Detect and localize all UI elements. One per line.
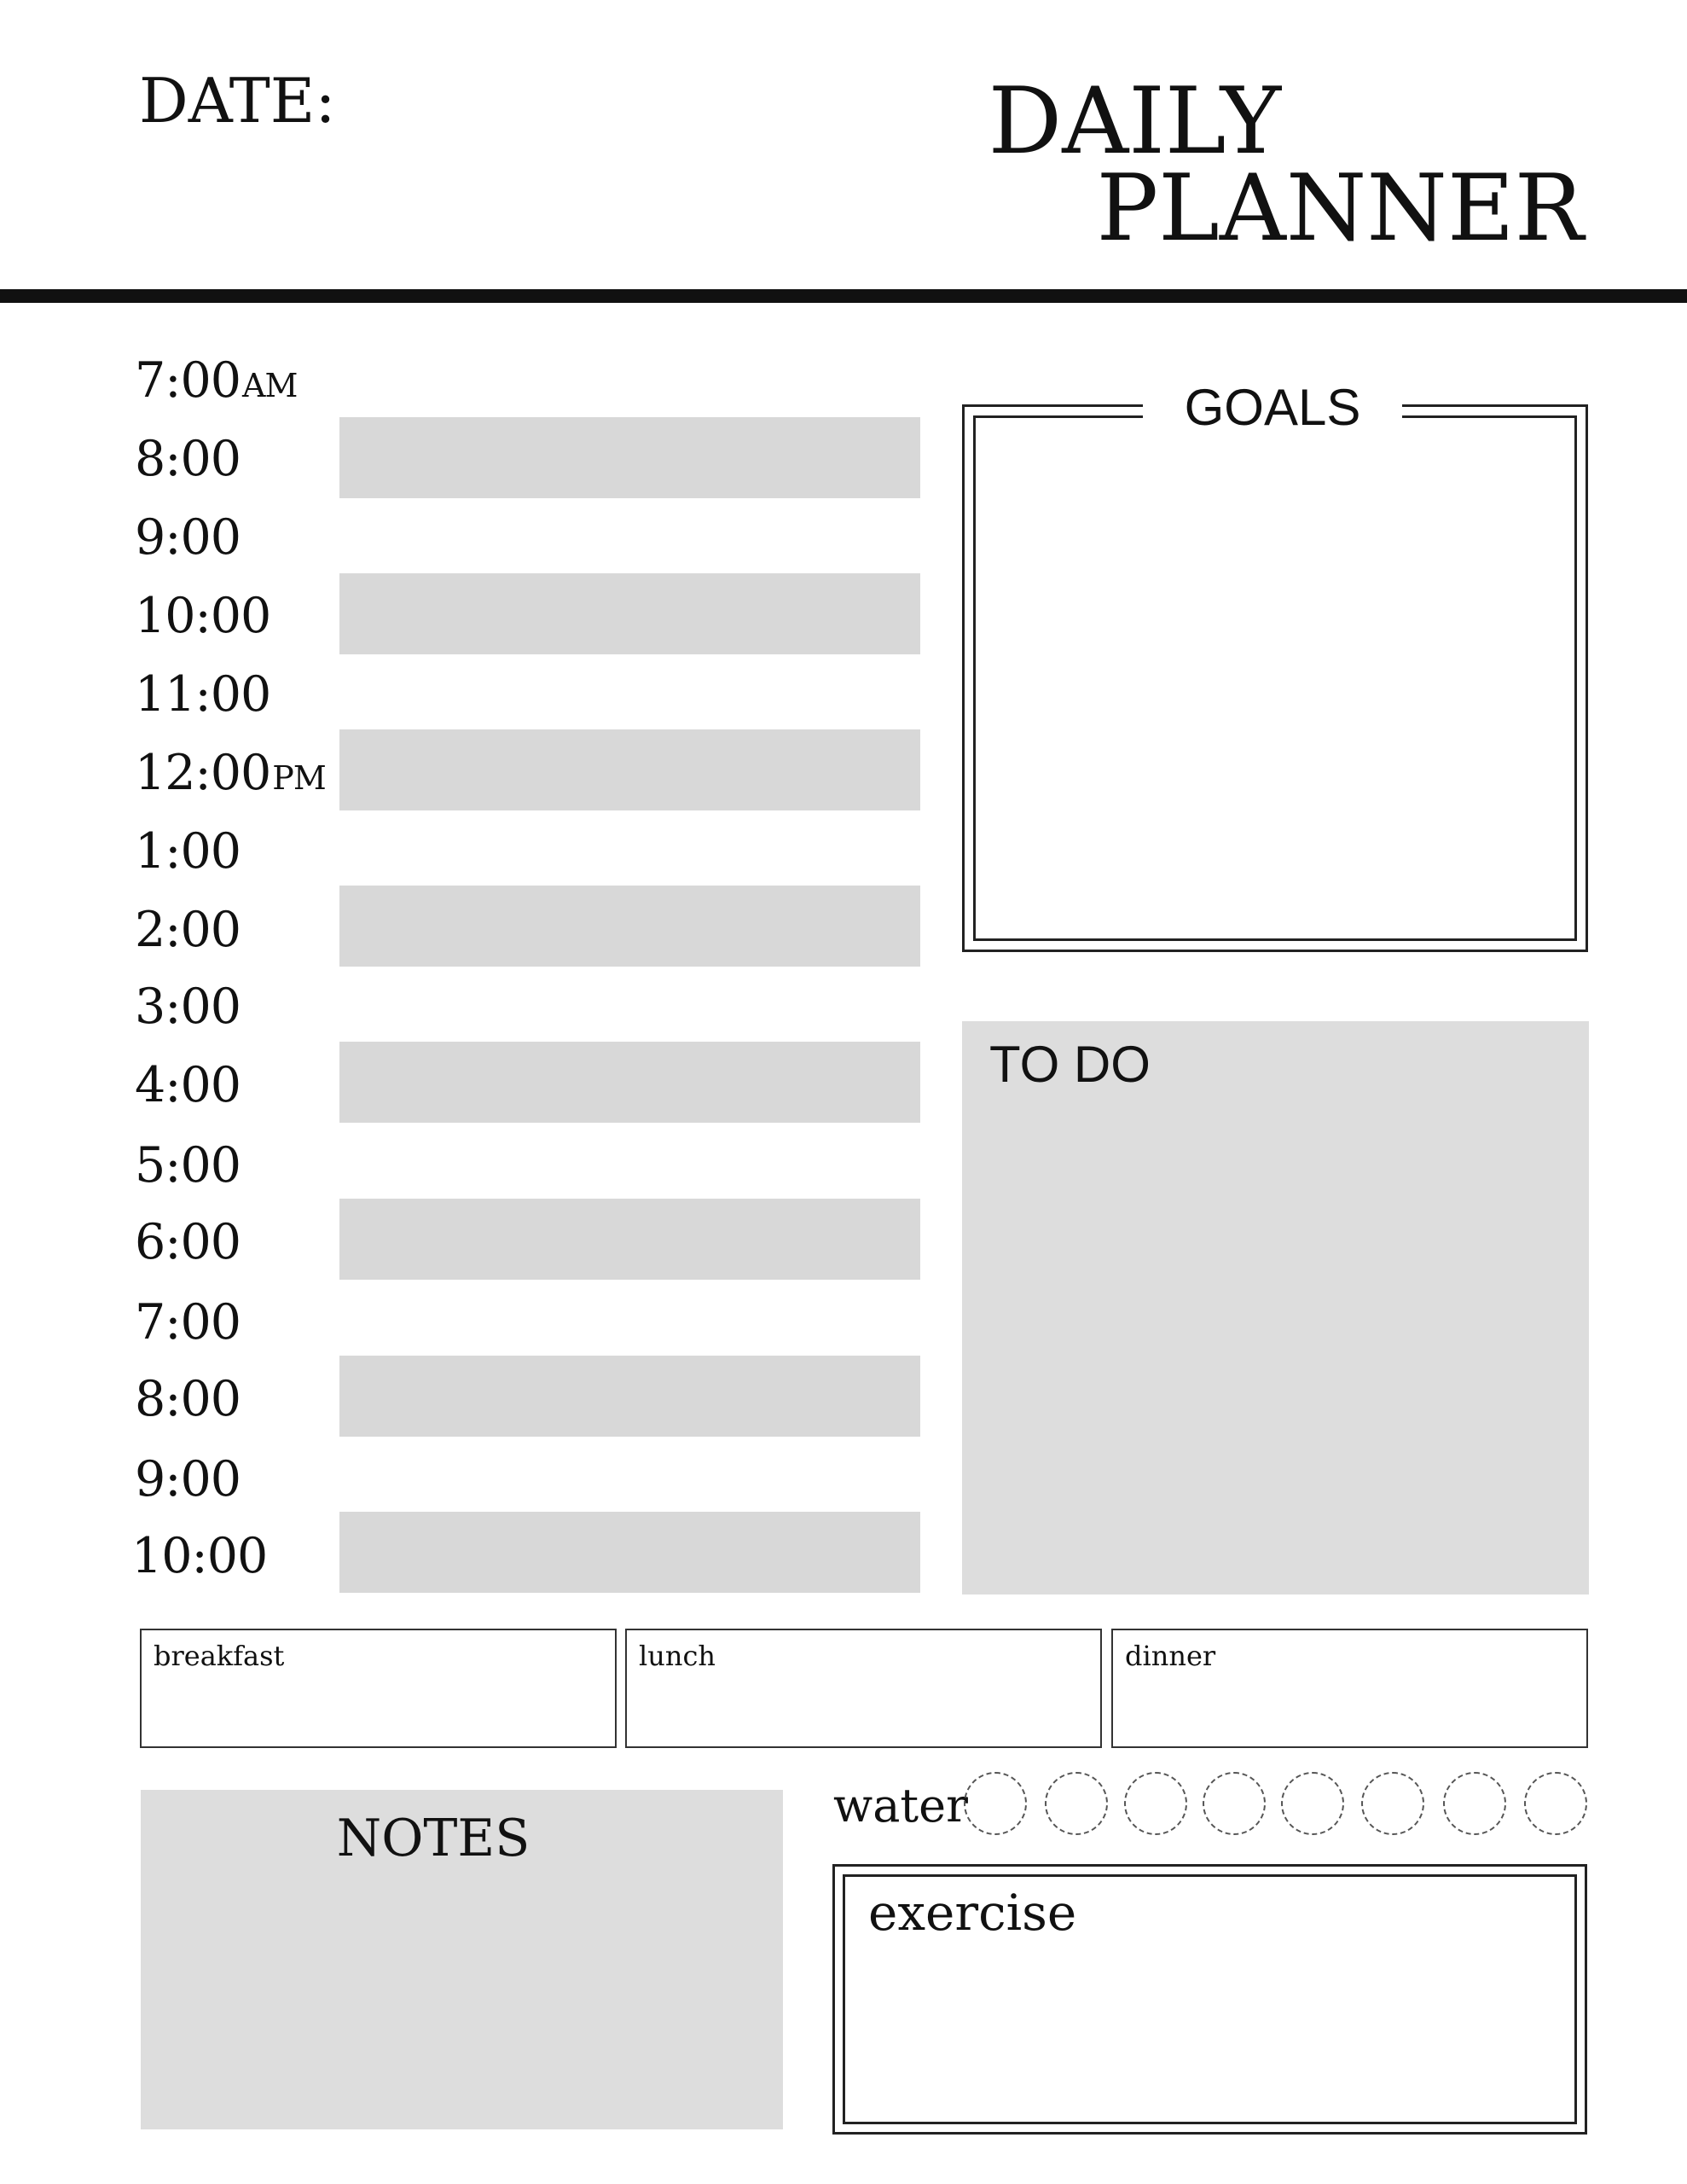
breakfast-label: breakfast [154, 1640, 285, 1672]
todo-title: TO DO [989, 1036, 1151, 1093]
water-label: water [833, 1779, 968, 1833]
time-suffix: PM [272, 759, 326, 797]
header-divider [0, 289, 1687, 303]
dinner-box[interactable] [1111, 1629, 1588, 1748]
exercise-label: exercise [868, 1884, 1077, 1942]
schedule-slot-bar[interactable] [339, 1199, 920, 1280]
lunch-label: lunch [639, 1640, 716, 1672]
time-label: 7:00AM [135, 352, 298, 409]
schedule-slot-bar[interactable] [339, 417, 920, 498]
lunch-box[interactable] [625, 1629, 1102, 1748]
schedule-slot-bar[interactable] [339, 1512, 920, 1593]
breakfast-box[interactable] [140, 1629, 617, 1748]
title-line-daily: DAILY [988, 68, 1281, 175]
time-label: 5:00 [135, 1137, 241, 1194]
schedule-slot-bar[interactable] [339, 573, 920, 654]
time-label: 9:00 [135, 509, 241, 566]
water-circle[interactable] [1443, 1772, 1506, 1835]
schedule-slot-bar[interactable] [339, 1356, 920, 1437]
time-suffix: AM [242, 367, 298, 404]
time-label: 12:00PM [135, 745, 326, 801]
date-label: DATE: [139, 65, 336, 136]
water-circle[interactable] [1203, 1772, 1266, 1835]
water-circle[interactable] [1524, 1772, 1587, 1835]
page-title [988, 68, 1584, 262]
time-label: 9:00 [135, 1451, 241, 1507]
time-label: 8:00 [135, 431, 241, 487]
time-label: 10:00 [131, 1528, 268, 1584]
time-label: 8:00 [135, 1371, 241, 1427]
goals-box[interactable] [962, 404, 1588, 952]
todo-box[interactable] [962, 1021, 1589, 1594]
time-label: 1:00 [135, 823, 241, 880]
schedule-slot-bar[interactable] [339, 1042, 920, 1123]
water-circle[interactable] [1361, 1772, 1424, 1835]
dinner-label: dinner [1125, 1640, 1216, 1672]
notes-title: NOTES [336, 1809, 530, 1868]
schedule-slot-bar[interactable] [339, 729, 920, 810]
schedule-slot-bar[interactable] [339, 886, 920, 967]
time-label: 4:00 [135, 1057, 241, 1113]
time-label: 11:00 [135, 666, 271, 723]
title-line-planner: PLANNER [1096, 155, 1584, 262]
water-circle[interactable] [1124, 1772, 1187, 1835]
goals-title: GOALS [1184, 379, 1361, 436]
water-circle[interactable] [1281, 1772, 1344, 1835]
time-label: 10:00 [135, 588, 271, 644]
time-label: 2:00 [135, 902, 241, 958]
water-circle[interactable] [1045, 1772, 1108, 1835]
water-circle[interactable] [964, 1772, 1027, 1835]
time-label: 6:00 [135, 1214, 241, 1270]
time-label: 3:00 [135, 979, 241, 1035]
time-label: 7:00 [135, 1294, 241, 1350]
